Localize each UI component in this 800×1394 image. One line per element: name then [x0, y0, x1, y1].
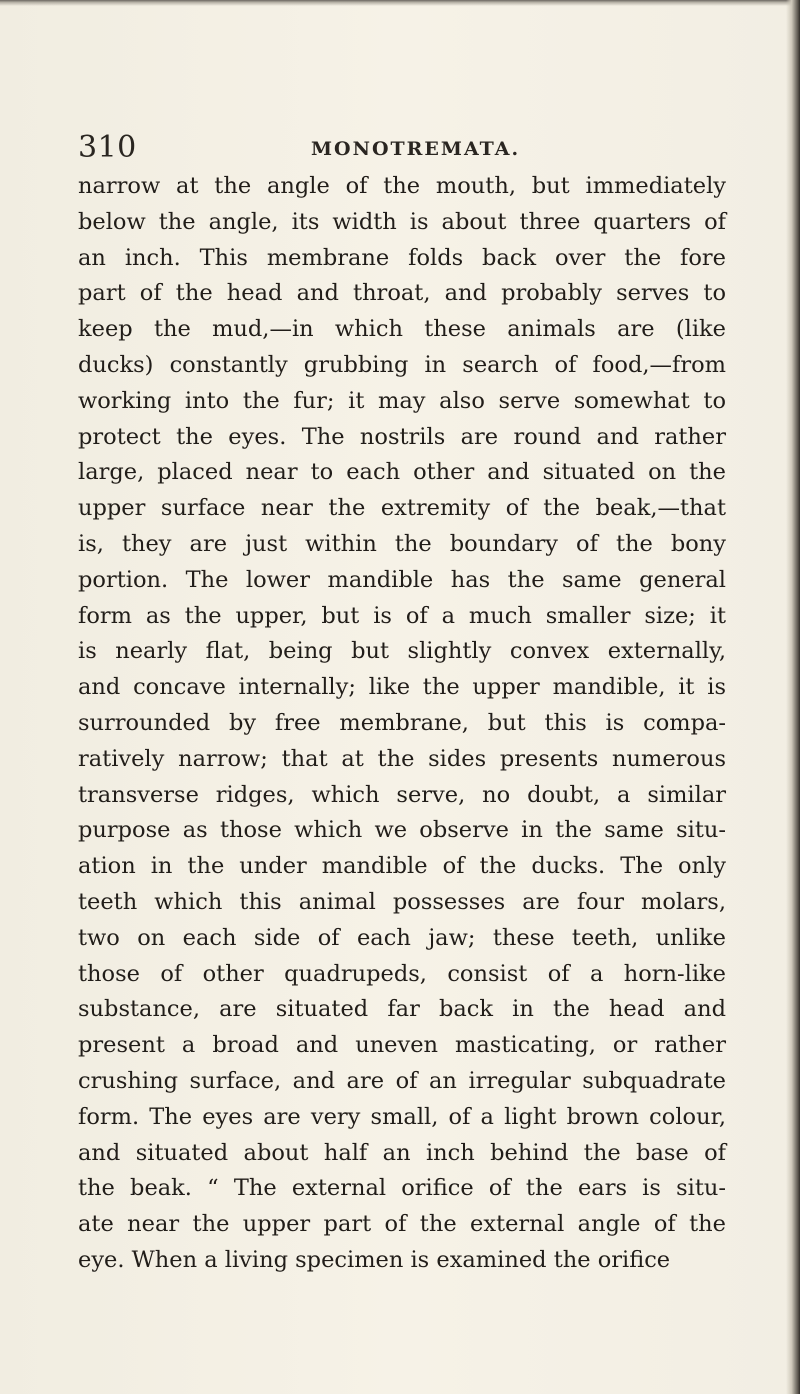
body-paragraph	[78, 169, 726, 1279]
text-line: ratively narrow; that at the sides presents numerous	[78, 745, 726, 772]
page-header	[78, 130, 718, 170]
text-line: teeth which this animal possesses are four molars,	[78, 888, 726, 915]
text-line: keep the mud,—in which these animals are (like	[78, 316, 726, 343]
text-line: transverse ridges, which serve, no doubt, a similar	[78, 781, 726, 808]
text-line: substance, are situated far back in the head and	[78, 996, 726, 1023]
text-line: ate near the upper part of the external angle of the	[78, 1211, 726, 1238]
text-line: ation in the under mandible of the ducks. The only	[78, 853, 726, 880]
text-line: is nearly flat, being but slightly convex externally,	[78, 638, 726, 665]
text-line: the beak. “ The external orifice of the ears is situ-	[78, 1175, 726, 1202]
text-line: surrounded by free membrane, but this is compa-	[78, 709, 726, 736]
text-line: form. The eyes are very small, of a light brown colour,	[78, 1103, 726, 1130]
text-line: working into the fur; it may also serve somewhat to	[78, 387, 726, 414]
text-line: is, they are just within the boundary of the bony	[78, 530, 726, 557]
running-head: MONOTREMATA.	[311, 138, 521, 160]
text-line: and situated about half an inch behind the base of	[78, 1139, 726, 1166]
text-line: narrow at the angle of the mouth, but immediately	[78, 173, 726, 199]
text-line: part of the head and throat, and probably serves to	[78, 280, 726, 307]
text-line: ducks) constantly grubbing in search of food,—from	[78, 351, 726, 378]
text-line: crushing surface, and are of an irregular subquadrate	[78, 1067, 726, 1094]
page-top-shadow	[0, 0, 800, 6]
text-line: two on each side of each jaw; these teeth, unlike	[78, 924, 726, 951]
text-line: large, placed near to each other and situated on the	[78, 459, 726, 486]
page-binding-edge	[786, 0, 800, 1394]
text-line: and concave internally; like the upper mandible, it is	[78, 674, 726, 701]
text-line: eye. When a living specimen is examined the orifice	[78, 1246, 671, 1273]
text-line: portion. The lower mandible has the same general	[78, 566, 726, 593]
text-line: protect the eyes. The nostrils are round and rather	[78, 423, 726, 450]
text-line: form as the upper, but is of a much smaller size; it	[78, 602, 726, 629]
text-line: an inch. This membrane folds back over the fore	[78, 244, 726, 271]
text-line: below the angle, its width is about three quarters of	[78, 208, 726, 235]
text-line: present a broad and uneven masticating, or rather	[78, 1032, 726, 1059]
page-number: 310	[78, 130, 137, 165]
text-line: those of other quadrupeds, consist of a horn-like	[78, 960, 726, 987]
text-line: purpose as those which we observe in the same situ-	[78, 817, 726, 844]
text-line: upper surface near the extremity of the beak,—that	[78, 495, 726, 522]
